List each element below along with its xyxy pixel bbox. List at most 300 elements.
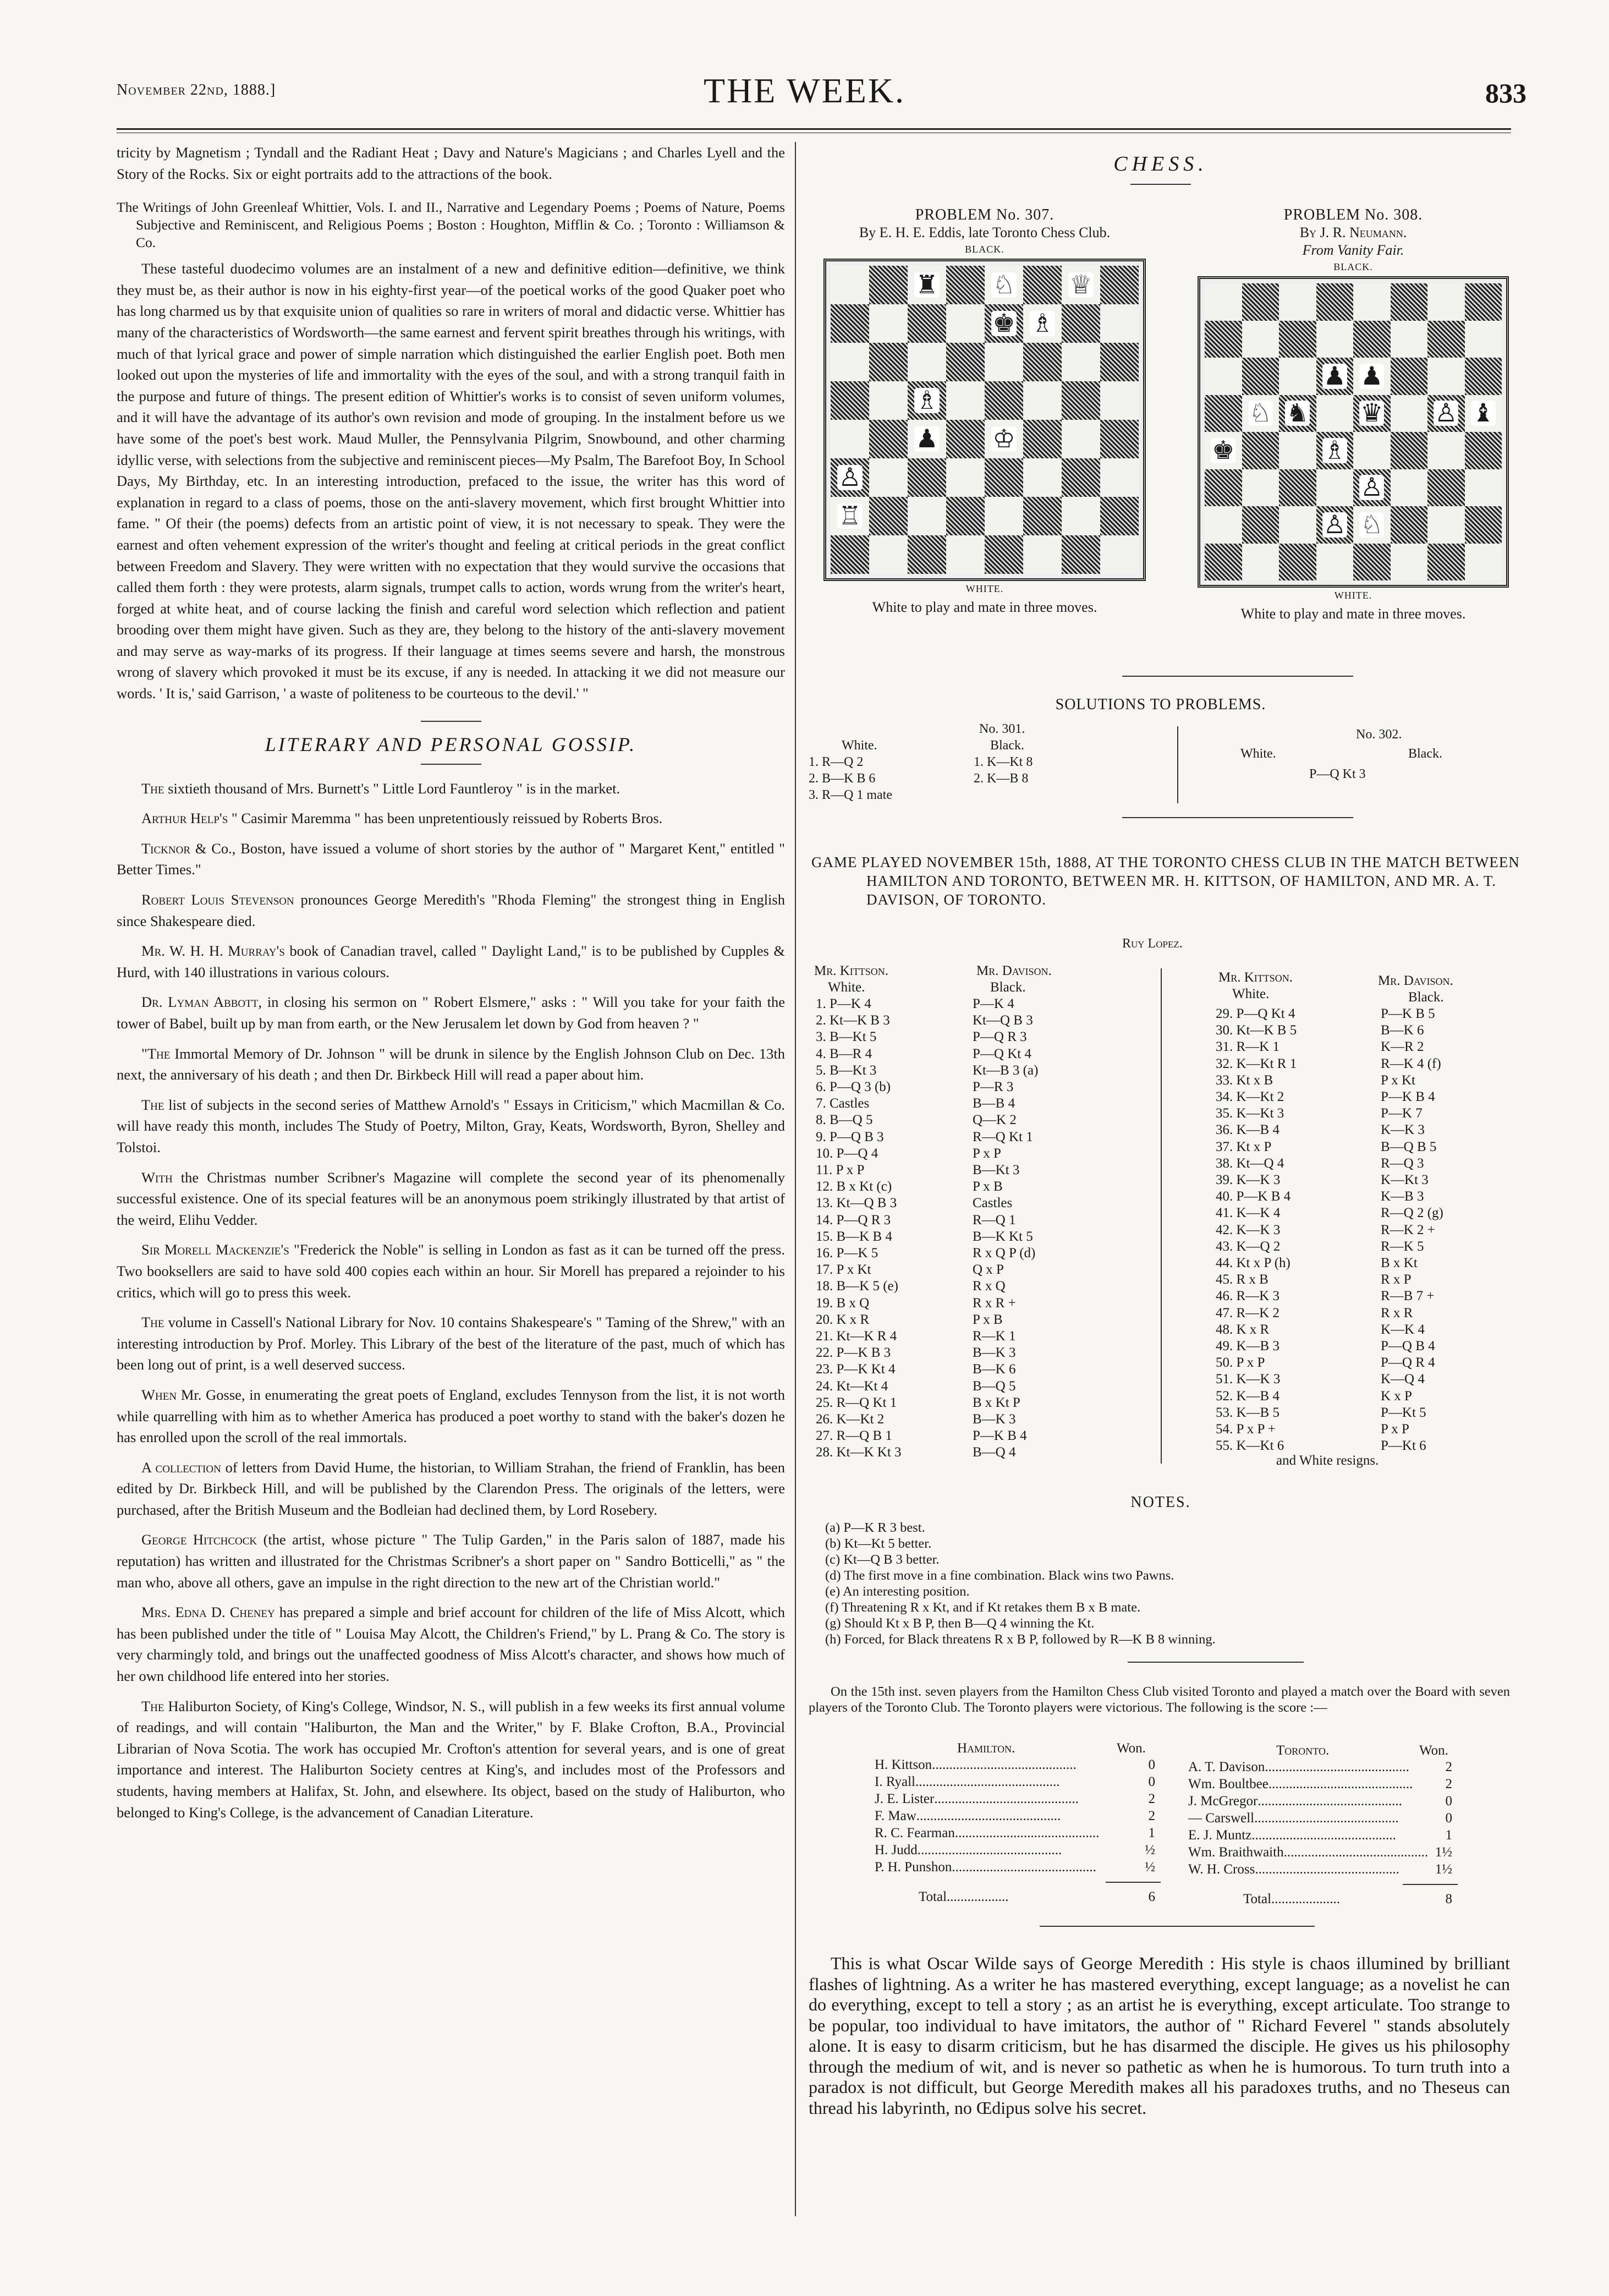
score-row: R. C. Fearman .......................................... 1 xyxy=(875,1826,1155,1840)
board-square xyxy=(1279,432,1316,469)
score-row: — Carswell .......................................... 0 xyxy=(1188,1811,1452,1826)
left-column xyxy=(117,142,785,1823)
problem-source: From Vanity Fair. xyxy=(1302,242,1404,258)
list-line: 54. P x P + xyxy=(1216,1422,1276,1437)
score-row: P. H. Punshon .......................................... ½ xyxy=(875,1860,1155,1875)
gossip-item xyxy=(117,808,785,829)
list-line: 7. Castles xyxy=(816,1096,870,1111)
section-divider xyxy=(1130,184,1191,185)
player-score: 1 xyxy=(1445,1828,1452,1843)
solutions-title: SOLUTIONS TO PROBLEMS. xyxy=(1055,696,1266,713)
solution-302-white-label: White. xyxy=(1240,747,1276,761)
board-grid xyxy=(831,266,1139,574)
list-line: R—Q 3 xyxy=(1381,1155,1424,1171)
player-name: — Carswell xyxy=(1188,1811,1255,1826)
hamilton-total-row: Total.................. 6 xyxy=(919,1889,1155,1904)
board-square xyxy=(1465,321,1502,358)
board-square xyxy=(1465,506,1502,544)
list-line: 36. K—B 4 xyxy=(1216,1122,1279,1138)
board-square xyxy=(1353,544,1391,581)
player-name: I. Ryall xyxy=(875,1774,915,1789)
gossip-text: in closing his sermon on " Robert Elsmere," asks : " Will you take for your faith the tower of Babel, built up by man from earth, or the New Jerusalem let down by God from heaven ? " xyxy=(117,994,785,1032)
board-square xyxy=(1427,469,1465,507)
note-line: (b) Kt—Kt 5 better. xyxy=(825,1536,932,1551)
score-row: H. Kittson .......................................... 0 xyxy=(875,1757,1155,1772)
gossip-text: " Casimir Maremma " has been unpretentiously reissued by Roberts Bros. xyxy=(228,810,663,827)
note-line: (d) The first move in a fine combination. Black wins two Pawns. xyxy=(825,1568,1174,1583)
solution-301-number: No. 301. xyxy=(979,722,1025,736)
hamilton-scores xyxy=(875,1756,1155,1876)
chess-piece-icon: ♛ xyxy=(1360,399,1383,428)
list-line: Q—K 2 xyxy=(973,1113,1017,1128)
player-name: A. T. Davison xyxy=(1188,1760,1265,1774)
gossip-item xyxy=(117,1602,785,1686)
player-score: 1½ xyxy=(1435,1862,1452,1877)
board-square xyxy=(985,535,1023,574)
board-square xyxy=(1242,432,1279,469)
gossip-text: of letters from David Hume, the historian, to William Strahan, the friend of Franklin, has been edited by Dr. Birkbeck Hill, and will be published by the Clarendon Press. The originals of the letters, were purchased, after the British Museum and the Bodleian had declined them, by Lord Rosebery. xyxy=(117,1459,785,1518)
board-square xyxy=(831,266,869,304)
board-square xyxy=(1023,304,1062,343)
board-square xyxy=(908,458,946,497)
list-line: 42. K—K 3 xyxy=(1216,1222,1281,1237)
list-line: R x P xyxy=(1381,1272,1412,1287)
board-square xyxy=(1100,343,1139,381)
solution-divider xyxy=(1177,726,1178,803)
problem-caption: White to play and mate in three moves. xyxy=(872,599,1097,615)
gossip-lead: When xyxy=(141,1386,177,1403)
list-line: P—Q R 3 xyxy=(973,1029,1027,1045)
chess-board xyxy=(1198,276,1509,588)
chess-piece-icon: ♗ xyxy=(1031,309,1054,337)
board-square xyxy=(1353,358,1391,395)
gossip-item xyxy=(117,940,785,983)
chess-piece-icon: ♟ xyxy=(1360,361,1383,390)
list-line: R—Q 2 (g) xyxy=(1381,1205,1443,1221)
list-line: 19. B x Q xyxy=(816,1295,870,1311)
match-intro: On the 15th inst. seven players from the Hamilton Chess Club visited Toronto and played a match over the Board with seven players of the Toronto Club. The Toronto players were victorious. The following is the score :— xyxy=(809,1684,1510,1715)
board-square xyxy=(946,458,985,497)
board-square xyxy=(831,304,869,343)
board-square xyxy=(1062,458,1100,497)
list-line: Castles xyxy=(973,1196,1013,1211)
gossip-lead: The xyxy=(141,1314,164,1331)
chess-board xyxy=(823,259,1146,581)
black-label-a: Black. xyxy=(990,980,1026,995)
list-line: R—K 1 xyxy=(973,1329,1016,1344)
list-line: 6. P—Q 3 (b) xyxy=(816,1079,891,1095)
board-square xyxy=(1279,544,1316,581)
white-label: WHITE. xyxy=(965,583,1004,594)
list-line: P x B xyxy=(973,1312,1003,1327)
gossip-item xyxy=(117,1167,785,1231)
gossip-text: list of subjects in the second series of Matthew Arnold's " Essays in Criticism," which Macmillan & Co. will have ready this month, includes The Study of Poetry, Milton, Gray, Keats, Wordsworth, Byron, Shelley and Tolstoi. xyxy=(117,1096,785,1155)
section-divider xyxy=(1040,1926,1315,1927)
whittier-book-title: The Writings of John Greenleaf Whittier, Vols. I. and II., Narrative and Legendary Poems ; Poems of Nature, Poems Subjective and Reminiscent, and Religious Poems ; Boston : Houghton, Mifflin & Co. ; Toronto : Williamson & Co. xyxy=(117,199,785,251)
list-line: B—K 3 xyxy=(973,1345,1016,1361)
list-line: 51. K—K 3 xyxy=(1216,1372,1281,1387)
chess-piece-icon: ♘ xyxy=(1360,510,1383,539)
list-line: 30. Kt—K B 5 xyxy=(1216,1023,1297,1038)
board-square xyxy=(1465,358,1502,395)
list-line: 11. P x P xyxy=(816,1163,865,1178)
list-line: 55. K—Kt 6 xyxy=(1216,1438,1284,1454)
solution-301-white-moves xyxy=(809,754,892,803)
board-square xyxy=(1062,304,1100,343)
player-name: P. H. Punshon xyxy=(875,1860,952,1875)
solution-302-number: No. 302. xyxy=(1356,727,1402,742)
board-square xyxy=(1242,321,1279,358)
gossip-lead: A collection xyxy=(141,1459,221,1476)
toronto-scores xyxy=(1188,1758,1452,1878)
gossip-text: Mr. Gosse, in enumerating the great poets of England, excludes Tennyson from the list, it is not worth while quarrelling with him as to whether America has produced a poet worthy to stand with the baker's dozen he has enrolled upon the scroll of the real immortals. xyxy=(117,1386,785,1446)
board-square xyxy=(1465,469,1502,507)
gossip-lead: Arthur Help's xyxy=(141,810,228,827)
list-line: P—Q Kt 4 xyxy=(973,1046,1031,1061)
list-line: K x P xyxy=(1381,1388,1412,1404)
board-square xyxy=(985,458,1023,497)
list-line: P x P xyxy=(973,1146,1001,1161)
board-square xyxy=(1100,535,1139,574)
list-line: P—Q B 4 xyxy=(1381,1339,1435,1354)
list-line: Q x P xyxy=(973,1262,1004,1278)
board-square xyxy=(946,420,985,458)
gossip-item xyxy=(117,1312,785,1376)
white-label-a: White. xyxy=(828,980,865,995)
list-line: 3. B—Kt 5 xyxy=(816,1029,877,1045)
board-square xyxy=(869,304,908,343)
board-square xyxy=(946,304,985,343)
list-line: 18. B—K 5 (e) xyxy=(816,1279,898,1294)
list-line: R x R + xyxy=(973,1295,1016,1311)
board-square xyxy=(1242,506,1279,544)
list-line: B—Kt 3 xyxy=(973,1163,1020,1178)
solution-302-move: P—Q Kt 3 xyxy=(1309,767,1366,781)
problem-caption: White to play and mate in three moves. xyxy=(1240,606,1466,622)
list-line: R—K 2 + xyxy=(1381,1222,1435,1237)
gossip-lead: Dr. Lyman Abbott, xyxy=(141,994,262,1011)
chess-piece-icon: ♟ xyxy=(1323,361,1346,390)
white-label-b: White. xyxy=(1232,987,1270,1001)
gossip-lead: With xyxy=(141,1169,173,1186)
problem-author: By E. H. E. Eddis, late Toronto Chess Club. xyxy=(859,224,1111,240)
chess-piece-icon: ♘ xyxy=(992,271,1015,299)
section-divider xyxy=(421,721,481,722)
list-line: 1. P—K 4 xyxy=(816,996,871,1011)
list-line: K—R 2 xyxy=(1381,1039,1424,1055)
board-square xyxy=(1353,395,1391,432)
score-row: A. T. Davison .......................................... 2 xyxy=(1188,1760,1452,1774)
board-square xyxy=(1316,283,1354,321)
board-square xyxy=(1205,506,1242,544)
moves-black-b xyxy=(1381,1006,1443,1454)
total-rule xyxy=(1106,1882,1161,1883)
notes-title: NOTES. xyxy=(1130,1494,1191,1511)
chess-piece-icon: ♞ xyxy=(1286,399,1309,428)
list-line: R—B 7 + xyxy=(1381,1289,1435,1304)
list-line: P—Kt 5 xyxy=(1381,1405,1426,1420)
board-square xyxy=(1391,432,1428,469)
board-square xyxy=(1205,432,1242,469)
gossip-lead: The xyxy=(141,780,164,797)
toronto-label: Toronto. xyxy=(1276,1743,1330,1758)
note-line: (g) Should Kt x B P, then B—Q 4 winning the Kt. xyxy=(825,1616,1095,1631)
list-line: 49. K—B 3 xyxy=(1216,1339,1279,1354)
board-grid xyxy=(1205,283,1502,580)
board-square xyxy=(1465,432,1502,469)
list-line: 52. K—B 4 xyxy=(1216,1388,1279,1404)
board-square xyxy=(1242,283,1279,321)
board-square xyxy=(831,420,869,458)
board-square xyxy=(1023,381,1062,420)
gossip-title: LITERARY AND PERSONAL GOSSIP. xyxy=(265,733,637,755)
board-square xyxy=(831,458,869,497)
list-line: 37. Kt x P xyxy=(1216,1139,1272,1154)
list-line: 12. B x Kt (c) xyxy=(816,1179,892,1194)
score-row: H. Judd .......................................... ½ xyxy=(875,1843,1155,1857)
board-square xyxy=(1391,395,1428,432)
chess-piece-icon: ♟ xyxy=(915,425,938,453)
board-square xyxy=(985,304,1023,343)
list-line: 53. K—B 5 xyxy=(1216,1405,1279,1420)
list-line: B—B 4 xyxy=(973,1096,1015,1111)
board-square xyxy=(1391,506,1428,544)
player-score: 2 xyxy=(1148,1809,1155,1823)
gossip-text: book of Canadian travel, called " Daylight Land," is to be published by Cupples & Hurd, with 140 illustrations in various colours. xyxy=(117,942,785,980)
player-name: Wm. Boultbee xyxy=(1188,1777,1268,1791)
total-rule xyxy=(1403,1884,1458,1885)
list-line: 1. K—Kt 8 xyxy=(974,755,1033,769)
board-square xyxy=(908,343,946,381)
gossip-text: Immortal Memory of Dr. Johnson " will be drunk in silence by the English Johnson Club on Dec. 13th next, the anniversary of his death ; and then Dr. Birkbeck Hill will read a paper about him. xyxy=(117,1045,785,1083)
moves-divider xyxy=(1161,968,1162,1464)
header-date: November 22nd, 1888.] xyxy=(117,81,276,98)
score-row: Wm. Boultbee .......................................... 2 xyxy=(1188,1777,1452,1791)
list-line: 41. K—K 4 xyxy=(1216,1205,1281,1221)
board-square xyxy=(1279,395,1316,432)
list-line: 43. K—Q 2 xyxy=(1216,1239,1281,1254)
gossip-text: sixtieth thousand of Mrs. Burnett's " Little Lord Fauntleroy " is in the market. xyxy=(164,780,620,797)
chess-piece-icon: ♕ xyxy=(1069,271,1092,299)
gossip-lead: Robert Louis Stevenson xyxy=(141,891,294,908)
board-square xyxy=(985,343,1023,381)
board-square xyxy=(1316,395,1354,432)
board-square xyxy=(1023,266,1062,304)
gossip-lead: Sir Morell Mackenzie's xyxy=(141,1241,289,1258)
gossip-lead: "The xyxy=(141,1045,171,1062)
list-line: B—K Kt 5 xyxy=(973,1229,1033,1244)
board-square xyxy=(1062,343,1100,381)
board-square xyxy=(1100,497,1139,535)
player-name: H. Judd xyxy=(875,1843,918,1857)
board-square xyxy=(1427,544,1465,581)
gossip-item xyxy=(117,1094,785,1158)
list-line: 50. P x P xyxy=(1216,1355,1265,1371)
black-label: BLACK. xyxy=(1333,261,1373,272)
list-line: 40. P—K B 4 xyxy=(1216,1189,1291,1204)
score-row: J. McGregor .......................................... 0 xyxy=(1188,1794,1452,1809)
board-square xyxy=(1316,469,1354,507)
score-row: I. Ryall .......................................... 0 xyxy=(875,1774,1155,1789)
list-line: B—K 3 xyxy=(973,1412,1016,1427)
board-square xyxy=(1100,304,1139,343)
toronto-total-row: Total.................... 8 xyxy=(1243,1892,1452,1906)
gossip-text: volume in Cassell's National Library for Nov. 10 contains Shakespeare's " Taming of the Shrew," with an interesting introduction by Prof. Morley. This Library of the best of the literature of the past, much of which has been long out of print, is a well deserved success. xyxy=(117,1314,785,1373)
player-black-a: Mr. Davison. xyxy=(976,963,1052,978)
gossip-text: the Christmas number Scribner's Magazine will complete the second year of its phenomenally successful existence. One of its special features will be an anonymous poem strikingly illustrated by that artist of the weird, Elihu Vedder. xyxy=(117,1169,785,1228)
intro-paragraph: tricity by Magnetism ; Tyndall and the Radiant Heat ; Davy and Nature's Magicians ; and Charles Lyell and the Story of the Rocks. Six or eight portraits add to the attractions of the book. xyxy=(117,144,785,182)
list-line: 23. P—K Kt 4 xyxy=(816,1362,896,1377)
chess-piece-icon: ♙ xyxy=(838,463,861,491)
list-line: K—Kt 3 xyxy=(1381,1172,1429,1188)
board-square xyxy=(1023,535,1062,574)
list-line: P—Q R 4 xyxy=(1381,1355,1435,1371)
score-row: J. E. Lister .......................................... 2 xyxy=(875,1791,1155,1806)
white-label: WHITE. xyxy=(1334,590,1372,601)
list-line: 34. K—Kt 2 xyxy=(1216,1089,1284,1105)
note-line: (f) Threatening R x Kt, and if Kt retakes them B x B mate. xyxy=(825,1600,1141,1615)
board-square xyxy=(1023,458,1062,497)
board-square xyxy=(1391,544,1428,581)
gossip-lead: Mrs. Edna D. Cheney xyxy=(141,1604,275,1621)
board-square xyxy=(869,535,908,574)
board-square xyxy=(985,497,1023,535)
note-line: (a) P—K R 3 best. xyxy=(825,1520,925,1535)
gossip-lead: The xyxy=(141,1096,164,1113)
player-name: H. Kittson xyxy=(875,1757,932,1772)
player-score: 2 xyxy=(1445,1777,1452,1791)
gossip-item xyxy=(117,991,785,1034)
player-name: R. C. Fearman xyxy=(875,1826,955,1840)
moves-white-b xyxy=(1216,1006,1297,1454)
board-square xyxy=(1279,469,1316,507)
player-white-b: Mr. Kittson. xyxy=(1218,970,1293,985)
board-square xyxy=(1279,358,1316,395)
board-square xyxy=(946,343,985,381)
player-score: 2 xyxy=(1148,1791,1155,1806)
list-line: 38. Kt—Q 4 xyxy=(1216,1155,1284,1171)
board-square xyxy=(1316,432,1354,469)
chess-piece-icon: ♖ xyxy=(838,502,861,530)
board-square xyxy=(1062,381,1100,420)
player-score: 1 xyxy=(1148,1826,1155,1840)
gossip-list xyxy=(117,778,785,1823)
list-line: 32. K—Kt R 1 xyxy=(1216,1056,1297,1071)
list-line: 4. B—R 4 xyxy=(816,1046,872,1061)
whittier-review: These tasteful duodecimo volumes are an instalment of a new and definitive edition—definitive, we think they must be, as their author is now in his eighty-first year—of the poetical works of the good Quaker poet who has long charmed us by that exquisite union of qualities so rare in writers of moral and didactic verse. Whittier has many of the characteristics of Wordsworth—the same earnest and fervent spirit breathes through his writings, with much of that lyrical grace and power of simple narration which distinguished the earlier English poet. Both men looked out upon the mysteries of life and immortality with the eyes of the soul, and with a strong tranquil faith in the purpose and future of things. The present edition of Whittier's works is to consist of seven uniform volumes, and it will have the advantage of its author's own revision and mode of grouping. In the instalment before us we have some of the poet's best work. Maud Muller, the Pennsylvania Pilgrim, Snowbound, and other charming idyllic verse, with selections from the subjective and reminiscent pieces—My Psalm, The Barefoot Boy, In School Days, My Birthday, etc. In an interesting introduction, prefaced to the issue, the writer has this word of explanation in regard to a class of poems, those on the anti-slavery movement, which first brought Whittier into fame. " Of their (the poems) defects from an artistic point of view, it is not necessary to speak. They were the earnest and often vehement expression of the writer's thought and feeling at critical periods in the great conflict between Freedom and Slavery. They were written with no expectation that they would survive the occasions that called them forth : they were protests, alarm signals, trumpet calls to action, words wrung from the writer's heart, forged at white heat, and of course lacking the finish and careful word selection which reflection and patient brooding over them might have given. Such as they are, they belong to the history of the anti-slavery movement and may serve as way-marks of its progress. If their language at times seems severe and harsh, the monstrous wrong of slavery which provoked it must be its excuse, if any is needed. In attacking it we did not measure our words. ' It is,' said Garrison, ' a waste of politeness to be courteous to the devil.' " xyxy=(117,260,785,702)
list-line: Kt—B 3 (a) xyxy=(973,1062,1039,1078)
hamilton-total: 6 xyxy=(1148,1889,1155,1904)
list-line: R x R xyxy=(1381,1305,1413,1320)
board-square xyxy=(1427,506,1465,544)
board-square xyxy=(1391,358,1428,395)
player-name: F. Maw xyxy=(875,1809,916,1823)
board-square xyxy=(1465,283,1502,321)
player-name: E. J. Muntz xyxy=(1188,1828,1252,1843)
player-score: 1½ xyxy=(1435,1845,1452,1860)
opening-name: Ruy Lopez. xyxy=(1122,936,1183,951)
gossip-lead: George Hitchcock xyxy=(141,1531,257,1548)
won-label: Won. xyxy=(1117,1741,1146,1756)
list-line: 45. R x B xyxy=(1216,1272,1268,1287)
player-black-b: Mr. Davison. xyxy=(1378,973,1453,988)
board-square xyxy=(1427,283,1465,321)
board-square xyxy=(831,497,869,535)
list-line: P—K B 4 xyxy=(973,1428,1027,1444)
player-name: W. H. Cross xyxy=(1188,1862,1255,1877)
solution-301-black-label: Black. xyxy=(990,738,1024,753)
board-square xyxy=(985,266,1023,304)
list-line: Kt—Q B 3 xyxy=(973,1013,1033,1028)
board-square xyxy=(946,381,985,420)
list-line: 29. P—Q Kt 4 xyxy=(1216,1006,1295,1021)
player-score: 0 xyxy=(1148,1757,1155,1772)
board-square xyxy=(1316,321,1354,358)
board-square xyxy=(1205,469,1242,507)
list-line: 21. Kt—K R 4 xyxy=(816,1329,897,1344)
chess-piece-icon: ♗ xyxy=(915,386,938,414)
board-square xyxy=(908,304,946,343)
board-square xyxy=(1205,395,1242,432)
list-line: R—K 5 xyxy=(1381,1239,1424,1254)
list-line: B—K 6 xyxy=(1381,1023,1424,1038)
gossip-item xyxy=(117,838,785,880)
gossip-lead: Ticknor xyxy=(141,840,191,857)
list-line: 8. B—Q 5 xyxy=(816,1113,873,1128)
gossip-item xyxy=(117,1043,785,1086)
gossip-text: "Frederick the Noble" is selling in London as fast as it can be turned off the press. Two booksellers are said to have sold 400 copies each within an hour. Sir Morell has prepared a rejoinder to his critics, which will go to press this week. xyxy=(117,1241,785,1301)
board-square xyxy=(1427,321,1465,358)
board-square xyxy=(1100,458,1139,497)
board-square xyxy=(1353,432,1391,469)
list-line: R—Q 1 xyxy=(973,1212,1016,1228)
solution-302-black-label: Black. xyxy=(1408,747,1442,761)
list-line: P—R 3 xyxy=(973,1079,1014,1095)
board-square xyxy=(908,381,946,420)
total-label: Total xyxy=(1243,1892,1272,1906)
list-line: 2. K—B 8 xyxy=(974,771,1029,786)
gossip-text: has prepared a simple and brief account for children of the life of Miss Alcott, which has been published under the title of " Louisa May Alcott, the Children's Friend," by L. Prang & Co. The story is very charmingly told, and brings out the unaffected goodness of Miss Alcott's character, and shows how much of her own childhood life entered into her stories. xyxy=(117,1604,786,1685)
list-line: P—K B 4 xyxy=(1381,1089,1435,1105)
list-line: P—K 7 xyxy=(1381,1106,1423,1121)
board-square xyxy=(1100,381,1139,420)
gossip-text: (the artist, whose picture " The Tulip Garden," in the Paris salon of 1887, made his reputation) has written and illustrated for the Christmas Scribner's a short paper on " Sandro Botticelli," as " the man who, above all others, gave an impulse in the right direction to the new art of the Christian world." xyxy=(117,1531,785,1591)
list-line: 3. R—Q 1 mate xyxy=(809,788,892,802)
list-line: 47. R—K 2 xyxy=(1216,1305,1279,1320)
solution-301-white-label: White. xyxy=(842,738,877,753)
chess-title: CHESS. xyxy=(1113,152,1208,176)
list-line: 48. K x R xyxy=(1216,1322,1270,1337)
board-square xyxy=(1279,506,1316,544)
masthead-title: THE WEEK. xyxy=(703,71,906,110)
board-square xyxy=(1062,497,1100,535)
board-square xyxy=(1062,266,1100,304)
list-line: B x Kt xyxy=(1381,1256,1418,1271)
column-rule xyxy=(795,142,796,2216)
list-line: B x Kt P xyxy=(973,1395,1020,1410)
list-line: 46. R—K 3 xyxy=(1216,1289,1279,1304)
chess-piece-icon: ♙ xyxy=(1323,510,1346,539)
list-line: 28. Kt—K Kt 3 xyxy=(816,1445,902,1460)
chess-piece-icon: ♔ xyxy=(992,425,1015,453)
board-square xyxy=(1242,544,1279,581)
chess-piece-icon: ♘ xyxy=(1249,399,1272,428)
gossip-item xyxy=(117,889,785,931)
board-square xyxy=(1465,395,1502,432)
problem-title: PROBLEM No. 307. xyxy=(915,206,1055,223)
player-white-a: Mr. Kittson. xyxy=(814,963,889,978)
list-line: 5. B—Kt 3 xyxy=(816,1062,877,1078)
